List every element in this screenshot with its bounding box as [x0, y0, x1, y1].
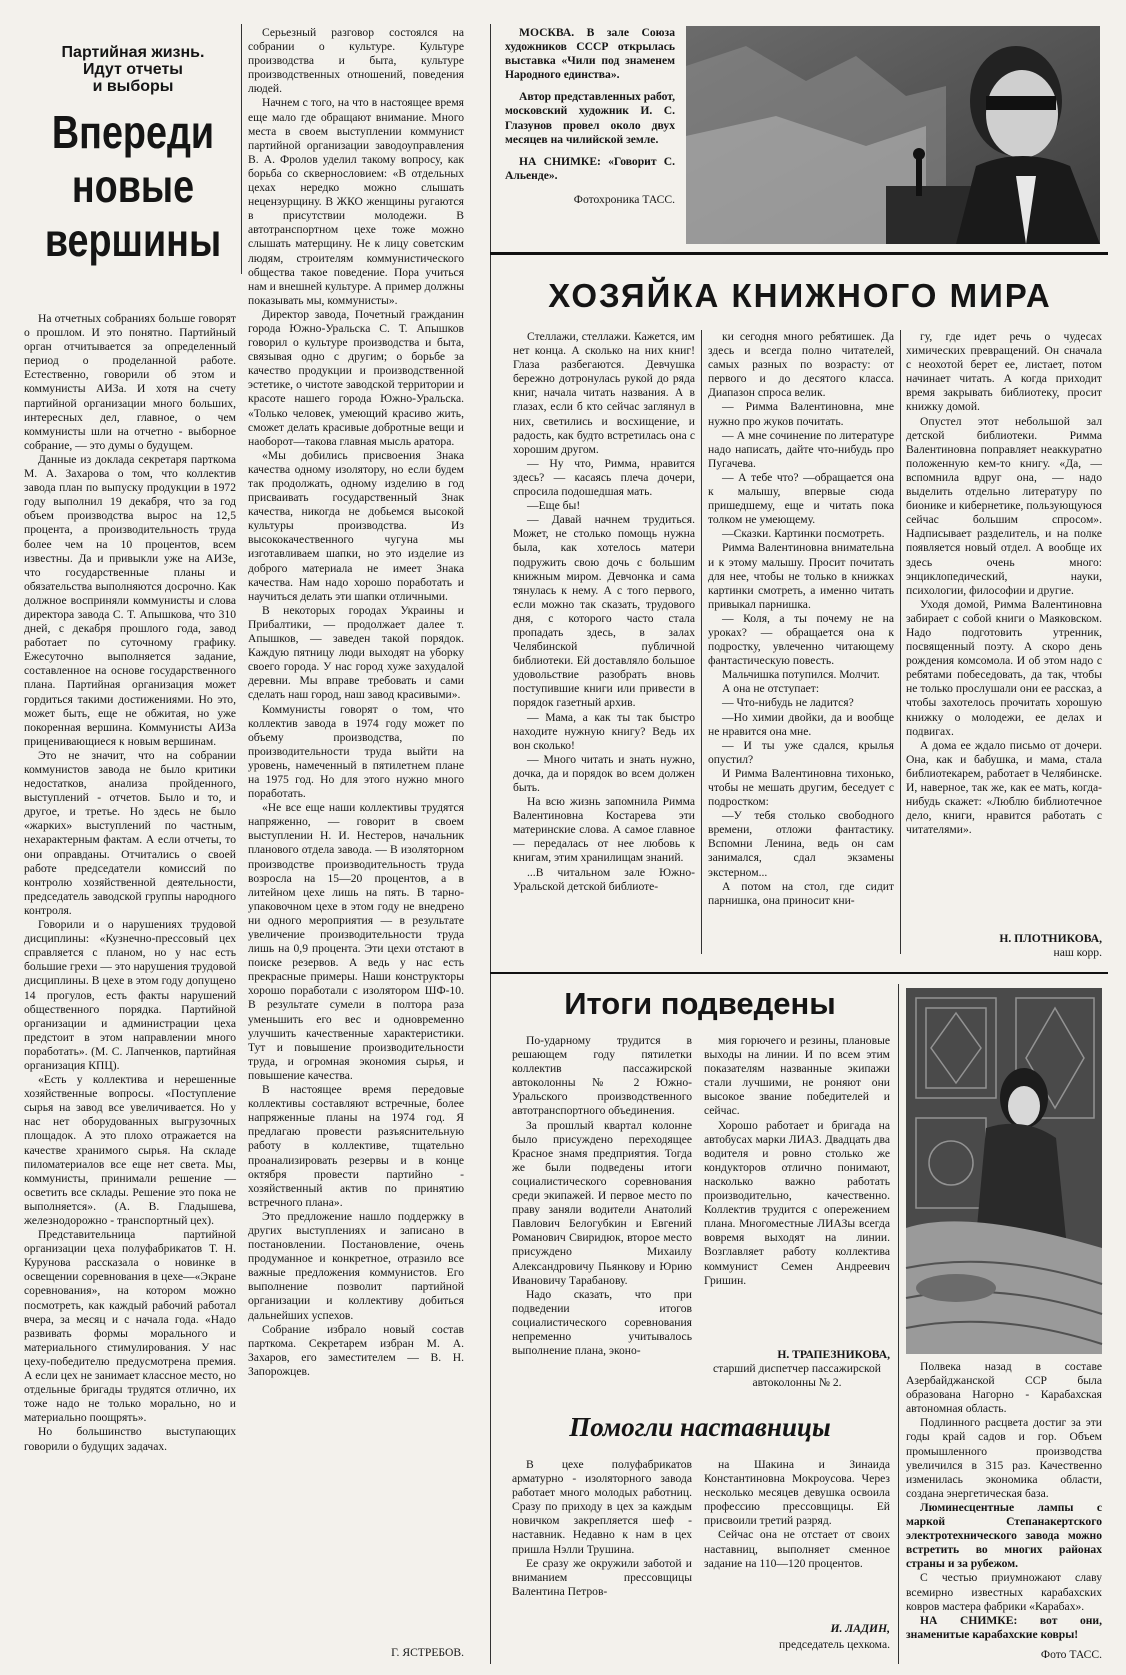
- results-column-1: [512, 1034, 692, 1408]
- paragraph: Сейчас она не отстает от своих наставниц, выполняет сменное задание на 110—120 процентов.: [704, 1528, 890, 1570]
- carpet-caption: [906, 1360, 1102, 1641]
- paragraph: ки сегодня много ребятишек. Да здесь и всегда полно читателей, самых разных по возрасту: от первого и до десятого класса. Диапазон спроса велик.: [708, 330, 894, 400]
- kicker-line: и выборы: [92, 78, 174, 95]
- mistress-column-2: [708, 330, 894, 954]
- paragraph: А потом на стол, где сидит парнишка, она приносит кни-: [708, 879, 894, 907]
- mistress-signature-role: наш корр.: [1053, 946, 1102, 959]
- paragraph: Это предложение нашло поддержку в других выступлениях и записано в постановлении. Постановление, очень продуманное и конкретное, отразило все важные предложения коммунистов. Его выполнение позволит партийной организации и коллективу добиться дальнейших успехов.: [248, 1209, 464, 1322]
- paragraph: — А мне сочинение по литературе надо написать, дайте что-нибудь про Пугачева.: [708, 428, 894, 470]
- paragraph: мия горючего и резины, плановые выходы на линии. И по всем этим показателям названные экипажи стали лучшими, не роняют они высокое звание победителей и сейчас.: [704, 1034, 890, 1118]
- paragraph: На всю жизнь запомнила Римма Валентиновна Костарева эти материнские слова. А самое главное — передалась от нее любовь к книгам, этим хранилищам знаний.: [513, 795, 695, 865]
- left-signature: Г. ЯСТРЕБОВ.: [391, 1646, 464, 1659]
- paragraph: Начнем с того, на что в настоящее время еще мало где обращают внимание. Много места в своем выступлении коммунист партийной организации заводоуправления В. А. Фролов уделил такому вопросу, как борьба со сквернословием: «В отдельных цехах нередко можно слышать нецензурщину. В ЖКО женщины ругаются в присутствии молодежи. В автотранспортном цехе тоже можно слышать матерщину. Не к лицу советским людям, строителям коммунистического общества такое поведение. Пора учиться нам и внешней культуре. А пример должны показывать мы, коммунисты».: [248, 96, 464, 307]
- paragraph: Представительница партийной организации цеха полуфабрикатов Т. Н. Курунова рассказала о новинке в освещении соревнования в цехе—«Экране соревнования», на котором можно посмотреть, как каждый рабочий работал вчера, за месяц и с начала года. «Надо развивать формы морального и материального стимулирования. У нас цеху-победителю предусмотрена премия. А если цех не занимает классное место, но отдельные бригады трудятся отлично, их тоже надо не только морально, но и материально поощрять».: [24, 1228, 236, 1425]
- mistress-signature-name: Н. ПЛОТНИКОВА,: [999, 932, 1102, 945]
- mentors-headline: Помогли наставницы: [569, 1412, 831, 1442]
- results-signature-role: старший диспетчер пассажирской автоколонны № 2.: [712, 1362, 881, 1389]
- paragraph: ...В читальном зале Южно-Уральской детской библиоте-: [513, 865, 695, 893]
- paragraph: «Есть у коллектива и нерешенные хозяйственные вопросы. «Поступление сырья на завод все увеличивается. Но у нас нет оборудованных выгрузочных площадок. А это плохо отражается на качестве хранимого сырья. На складе пиломатериалов все еще нет света. Мы, коммунисты, принимали решение — осветить все склады. Решение это пока не выполняется». (А. В. Гладышева, железнодорожно - транспортный цех).: [24, 1073, 236, 1227]
- column-divider: [701, 330, 702, 954]
- column-divider: [900, 330, 901, 954]
- caption-paragraph: НА СНИМКЕ: вот они, знаменитые карабахские ковры!: [906, 1613, 1102, 1641]
- paragraph: — Коля, а ты почему не на уроках? — обращается она к подростку, увлеченно читающему фантастическую повесть.: [708, 611, 894, 668]
- paragraph: — Давай начнем трудиться. Может, не столько помощь нужна была, как хотелось матери подружить свою дочь с большим книжным миром. Девчонка и сама тянулась к нему. А с того первого, если можно так сказать, трудового дня, с которого часто стала пропадать здесь, в залах Челябинской публичной библиотеки. Ей доставляло большое удовольствие разобрать вновь поступившие книги или привести в порядок газетный архив.: [513, 513, 695, 710]
- results-signature-name: Н. ТРАПЕЗНИКОВА,: [777, 1348, 890, 1361]
- caption-paragraph: Автор представленных работ, московский художник И. С. Глазунов провел около двух месяцев на чилийской земле.: [505, 90, 675, 146]
- caption-paragraph: НА СНИМКЕ: «Говорит С. Альенде».: [505, 154, 675, 182]
- paragraph: Собрание избрало новый состав парткома. Секретарем избран М. А. Захаров, его заместителем — В. Н. Запорожцев.: [248, 1322, 464, 1378]
- kicker-line: Партийная жизнь.: [61, 44, 205, 61]
- column-divider: [241, 24, 242, 274]
- paragraph: — Ну что, Римма, нравится здесь? — касаясь плеча дочери, спросила подошедшая мать.: [513, 456, 695, 499]
- paragraph: В цехе полуфабрикатов арматурно - изоляторного завода работает много молодых работниц. Сразу по приходу в цех за каждым новичком закрепляется шеф - наставник. Недавно к нам в цех пришла Нэлли Трушина.: [512, 1458, 692, 1556]
- carpet-photo: [906, 988, 1102, 1354]
- caption-paragraph: Полвека назад в составе Азербайджанской ССР была образована Нагорно - Карабахская автономная область.: [906, 1360, 1102, 1416]
- carpet-photo-credit: Фото ТАСС.: [1040, 1648, 1102, 1661]
- paragraph: Стеллажи, стеллажи. Кажется, им нет конца. А сколько на них книг! Глаза разбегаются. Девчушка бережно дотронулась рукой до ряда книг, начала читать названия. А в глазах, если б кто сейчас заглянул в них, светились и восхищение, и радость, как будто встретилась она с хорошим другом.: [513, 330, 695, 456]
- kicker-line: Идут отчеты: [83, 61, 183, 78]
- paragraph: — А тебе что? —обращается она к малышу, впервые сюда пришедшему, еще и читать пока толком не умеющему.: [708, 470, 894, 527]
- paragraph: на Шакина и Зинаида Константиновна Мокроусова. Через несколько месяцев девушка освоила профессию прессовщицы. Ей присвоили третий разряд.: [704, 1458, 890, 1528]
- paragraph: Директор завода, Почетный гражданин города Южно-Уральска С. Т. Апышков говорил о культуре производства и быта, связывая одно с другим; о борьбе за качество продукции и производственной эстетике, о чистоте заводской территории и красоте нашего города Южно-Уральска. «Только человек, умеющий красиво жить, сможет делать красивые добротные вещи и наоборот—такова главная мысль аратора.: [248, 307, 464, 448]
- caption-paragraph: МОСКВА. В зале Союза художников СССР открылась выставка «Чили под знаменем Народного единства».: [505, 26, 675, 82]
- paragraph: И Римма Валентиновна тихонько, чтобы не мешать другим, беседует с подростком:: [708, 766, 894, 809]
- paragraph: —Но химии двойки, да и вообще не нравится она мне.: [708, 710, 894, 738]
- left-headline-block: [24, 24, 242, 300]
- top-photo-caption: [505, 26, 675, 250]
- paragraph: Но большинство выступающих говорили о будущих задачах.: [24, 1425, 236, 1453]
- mentors-signature-name: И. ЛАДИН,: [830, 1622, 890, 1635]
- paragraph: гу, где идет речь о чудесах химических превращений. Он сначала с неохотой берет ее, листает, потом начинает читать. А когда приходит время закрывать библиотеку, просит книжку домой.: [906, 330, 1102, 414]
- paragraph: А она не отступает:: [722, 682, 820, 696]
- paragraph: — Что-нибудь не ладится?: [722, 696, 854, 710]
- paragraph: — Мама, а как ты так быстро находите нужную книгу? Ведь их вон сколько!: [513, 710, 695, 752]
- paragraph: —У тебя столько свободного времени, отложи фантастику. Вспомни Ленина, ведь он сам занимался, сдал экзамены экстерном...: [708, 809, 894, 879]
- section-rule: [490, 252, 1108, 255]
- mentors-signature-role: председатель цехкома.: [778, 1638, 890, 1651]
- mistress-headline: ХОЗЯЙКА КНИЖНОГО МИРА: [548, 277, 1052, 314]
- headline-line: вершины: [44, 214, 222, 266]
- paragraph: По-ударному трудится в решающем году пятилетки коллектив пассажирской автоколонны № 2 Южно-Уральского производственного автотранспортного объединения.: [512, 1034, 692, 1118]
- paragraph: А дома ее ждало письмо от дочери. Она, как и бабушка, и мама, стала библиотекарем, работает в Челябинске. И, наверное, так же, как ее мать, когда-нибудь скажет: «Люблю библиотечное дело, книги, нравится работать с читателями».: [906, 738, 1102, 837]
- paragraph: Данные из доклада секретаря парткома М. А. Захарова о том, что коллектив завода план по выпуску продукции в 1972 году выполнил 19 декабря, что за год объем производства вырос на 12,5 процента, а производительность труда более чем на 10 процентов, всем известны. Да и привыкли уже на АИЗе, что государственные планы и обязательства выполняются досрочно. Как должное восприняли коммунисты и слова директора завода С. Т. Апышкова, что 310 дней, с декабря прошлого года, завод работает по суточному графику. Ежесуточно выполняется задание, составленное на основе государственного плана. Партийная организация может гордиться такими достижениями. Но это, может быть, еще не обжитая, но уже покоренная вершина. Коммунисты АИЗа приценивающиеся к новым вершинам.: [24, 452, 236, 748]
- paragraph: Серьезный разговор состоялся на собрании о культуре. Культуре производства и быта, культуре производственных отношений, поведения людей.: [248, 26, 464, 96]
- allende-photo: [686, 26, 1100, 244]
- caption-paragraph: Подлинного расцвета достиг за эти годы край садов и гор. Объем промышленного производства увеличился в 315 раз. Качественно изменилась экономика области, создана энергетическая база.: [906, 1416, 1102, 1500]
- paragraph: Римма Валентиновна внимательна и к этому малышу. Просит почитать для нее, чтобы не только в книжках картинки смотреть, а именно читать привыкал парнишка.: [708, 541, 894, 611]
- paragraph: — И ты уже сдался, крылья опустил?: [708, 738, 894, 766]
- allende-photo-image: [686, 26, 1100, 244]
- paragraph: В некоторых городах Украины и Прибалтики, — продолжает далее т. Апышков, — заведен такой порядок. Каждую пятницу люди выходят на уборку своего города. У нас город хуже захудалой деревни. Мы вправе требовать и сами сделать наш город, наш завод красивыми».: [248, 603, 464, 702]
- paragraph: Мальчишка потупился. Молчит.: [722, 668, 880, 682]
- headline-line: новые: [71, 160, 195, 212]
- paragraph: Говорили и о нарушениях трудовой дисциплины: «Кузнечно-прессовый цех справляется с планом, но у нас есть большие грехи — это нарушения трудовой дисциплины. В цехе в этом году допущено 14 прогулов, есть факты нарушений общественного порядка. Партийной организации и администрации цеха предстоит в этом направлении много поработать». (М. С. Лапченков, партийная организация КПЦ).: [24, 918, 236, 1072]
- mentors-column-1: [512, 1458, 692, 1664]
- carpet-photo-image: [906, 988, 1102, 1354]
- paragraph: «Не все еще наши коллективы трудятся напряженно, — говорит в своем выступлении Н. И. Нестеров, начальник планового отдела завода. — В изоляторном производстве производительность труда возросла на 15—20 процентов, а в литейном цехе лишь на пять. В тарно-упаковочном цехе в этом году не внедрено ни одного мероприятия — в результате увеличение производительности труда лишь на 0,9 процента. Эти цехи отстают в поиске резервов. А ведь у нас есть прекрасные примеры. Наши конструкторы хорошо поработали с изолятором ШФ-10. В результате сумели в полтора раза уменьшить его вес и одновременно улучшить качественные характеристики. Тут и повышение производительности труда, и огромная экономия сырья, и повышение качества.: [248, 801, 464, 1082]
- paragraph: «Мы добились присвоения Знака качества одному изолятору, но если будем так продолжать, одному изделию в год присваивать государственный Знак качества, никогда не добьемся высокой культуры производства. Из высококачественного чугуна мы изготавливаем шапки, но это изделие из доброго материала не имеет Знака качества. Нам надо хорошо поработать и научиться делать эти шапки отличными.: [248, 448, 464, 603]
- paragraph: Надо сказать, что при подведении итогов социалистического соревнования непременно учитывалось выполнение плана, эконо-: [512, 1287, 692, 1358]
- left-article: [24, 24, 464, 1664]
- results-headline: Итоги подведены: [564, 986, 836, 1021]
- mistress-column-1: [513, 330, 695, 954]
- left-headline: [44, 105, 223, 267]
- paragraph: —Еще бы!: [527, 499, 581, 513]
- paragraph: —Сказки. Картинки посмотреть.: [722, 527, 885, 541]
- paragraph: Хорошо работает и бригада на автобусах марки ЛИАЗ. Двадцать два водителя и ровно столько же кондукторов отлично понимают, насколько важно работать производительно, качественно. Коллектив трудится с опережением плана. Многоместные ЛИАЗы всегда вовремя выходят на линии. Возглавляет работу коллектива коммунист Семен Андреевич Гришин.: [704, 1118, 890, 1287]
- column-divider: [898, 984, 899, 1664]
- left-column-1: [24, 312, 236, 1662]
- paragraph: На отчетных собраниях больше говорят о прошлом. И это понятно. Партийный орган отчитывается за определенный период о проделанной работе. Естественно, говорили об этом и коммунисты АИЗа. И хотя на счету партийной организации много больших, интересных дел, главное, о чем коммунисты шли на отчетно - выборное собрание, — это думы о будущем.: [24, 312, 236, 452]
- photo-credit: Фотохроника ТАСС.: [573, 192, 675, 206]
- paragraph: За прошлый квартал колонне было присуждено переходящее Красное знамя предприятия. Тогда же были подведены итоги социалистического соревнования среди экипажей. И первое место по праву заняли водители Анатолий Павлович Белогубкин и Евгений Романович Свиридюк, второе место присуждено Михаилу Александровичу Пьянкову и Юрию Ивановичу Тарабанову.: [512, 1118, 692, 1287]
- paragraph: Коммунисты говорят о том, что коллектив завода в 1974 году может по объему производства, по производительности труда выйти на уровень, намеченный в пятилетнем плане на 1975 год. Но для этого нужно много поработать.: [248, 702, 464, 801]
- paragraph: Уходя домой, Римма Валентиновна забирает с собой книги о Маяковском. Надо подготовить утренник, посвященный поэту. А скоро день рождения комсомола. И об этом надо с ребятами побеседовать, да так, чтобы не только прослушали они ее рассказ, а чтобы захотелось прочитать хорошую книжку о молодежи, ее делах и подвигах.: [906, 597, 1102, 738]
- paragraph: — Римма Валентиновна, мне нужно про жуков почитать.: [708, 400, 894, 428]
- headline-line: Впереди: [51, 106, 215, 158]
- column-divider: [490, 24, 491, 1664]
- paragraph: В настоящее время передовые коллективы составляют встречные, более напряженные планы на 1974 год. Я предлагаю провести разъяснительную работу в коллективе, тщательно проанализировать резервы и в конце октября провести партийно - хозяйственный актив по принятию встречного плана».: [248, 1083, 464, 1209]
- paragraph: Ее сразу же окружили заботой и вниманием прессовщицы Валентина Петров-: [512, 1556, 692, 1598]
- caption-paragraph: Люминесцентные лампы с маркой Степанакертского электротехнического завода можно встретить во многих районах страны и за рубежом.: [906, 1500, 1102, 1571]
- caption-paragraph: С честью приумножают славу всемирно известных карабахских ковров мастера фабрики «Карабах».: [906, 1571, 1102, 1613]
- paragraph: Опустел этот небольшой зал детской библиотеки. Римма Валентиновна поправляет неаккуратно положенную кем-то книгу. «Да, — вспомнила вдруг она, — надо выделить отдельно литературу по бионике и кибернетике, пользующуюся сейчас большим спросом». Надписывает разделитель, и на полке появляется новый отдел. А вообще их здесь очень много: энциклопедический, науки, психологии, философии и другие.: [906, 414, 1102, 597]
- mistress-column-3: [906, 330, 1102, 916]
- mentors-column-2: [704, 1458, 890, 1618]
- section-rule: [490, 972, 1108, 974]
- paragraph: — Много читать и знать нужно, дочка, да и порядок во всем должен быть.: [513, 752, 695, 794]
- left-column-2: [248, 26, 464, 1642]
- rubric-kicker: [24, 44, 242, 95]
- paragraph: Это не значит, что на собрании коммунистов завода не было критики недостатков, анализа пройденного, выступлений - отчетов. Было и то, и другое, и третье. Но здесь не было «жарких» выступлений по частным, нехарактерным фактам. А если отчеты, то они оправданы. Отчитались о своей работе председатели комиссий по контролю хозяйственной деятельности, председатель заводской группы народного контроля.: [24, 748, 236, 917]
- results-column-2: [704, 1034, 890, 1344]
